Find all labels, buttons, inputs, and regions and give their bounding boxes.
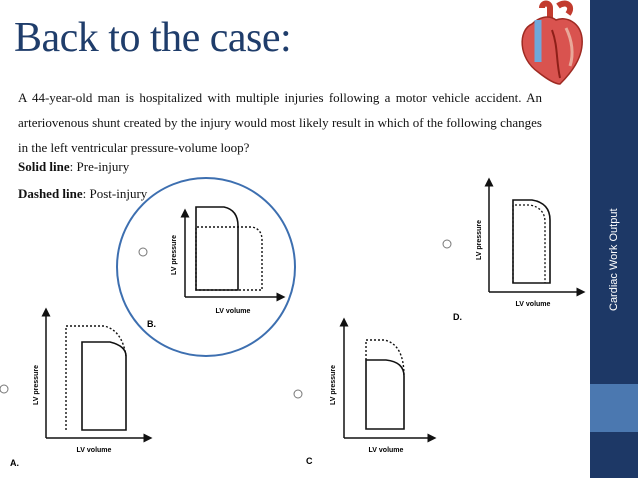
option-b[interactable] [139,207,281,329]
option-c-radio[interactable] [294,390,302,398]
option-b-solid-loop [196,207,238,290]
option-b-xlabel: LV volume [215,308,251,315]
option-c-ylabel: LV pressure [330,365,337,405]
option-d-letter: D. [453,312,462,322]
option-a-radio[interactable] [0,385,8,393]
option-d-ylabel: LV pressure [476,220,483,260]
slide-title: Back to the case: [14,15,292,61]
option-b-dashed-loop [196,227,262,290]
option-a-letter: A. [10,458,19,468]
option-a-xlabel: LV volume [76,447,112,454]
option-d-dashed-loop [513,205,545,283]
legend-solid-desc: : Pre-injury [69,159,130,174]
option-c-dashed-loop [366,340,404,376]
option-d-radio[interactable] [443,240,451,248]
legend-solid-term: Solid line [18,159,70,174]
option-b-ylabel: LV pressure [171,235,178,275]
option-b-letter: B. [147,319,156,329]
option-c-letter: C [306,456,313,466]
sidebar-label: Cardiac Work Output [608,208,620,312]
legend-dashed-desc: : Post-injury [82,186,148,201]
option-d[interactable] [443,182,581,322]
option-a[interactable] [0,312,148,468]
option-d-xlabel: LV volume [515,301,551,308]
option-a-ylabel: LV pressure [33,365,40,405]
question-text: A 44-year-old man is hospitalized with multiple injuries following a motor vehicle accident. An arteriovenous shunt created by the injury would most likely result in which of the following changes in the left ventricular pressure-volume loop? [18,90,542,155]
option-c-solid-loop [366,360,404,429]
option-a-solid-loop [82,342,126,430]
option-c[interactable] [294,322,432,466]
option-b-radio[interactable] [139,248,147,256]
option-c-xlabel: LV volume [368,447,404,454]
legend-dashed-term: Dashed line [18,186,83,201]
selected-answer-circle [117,178,295,356]
